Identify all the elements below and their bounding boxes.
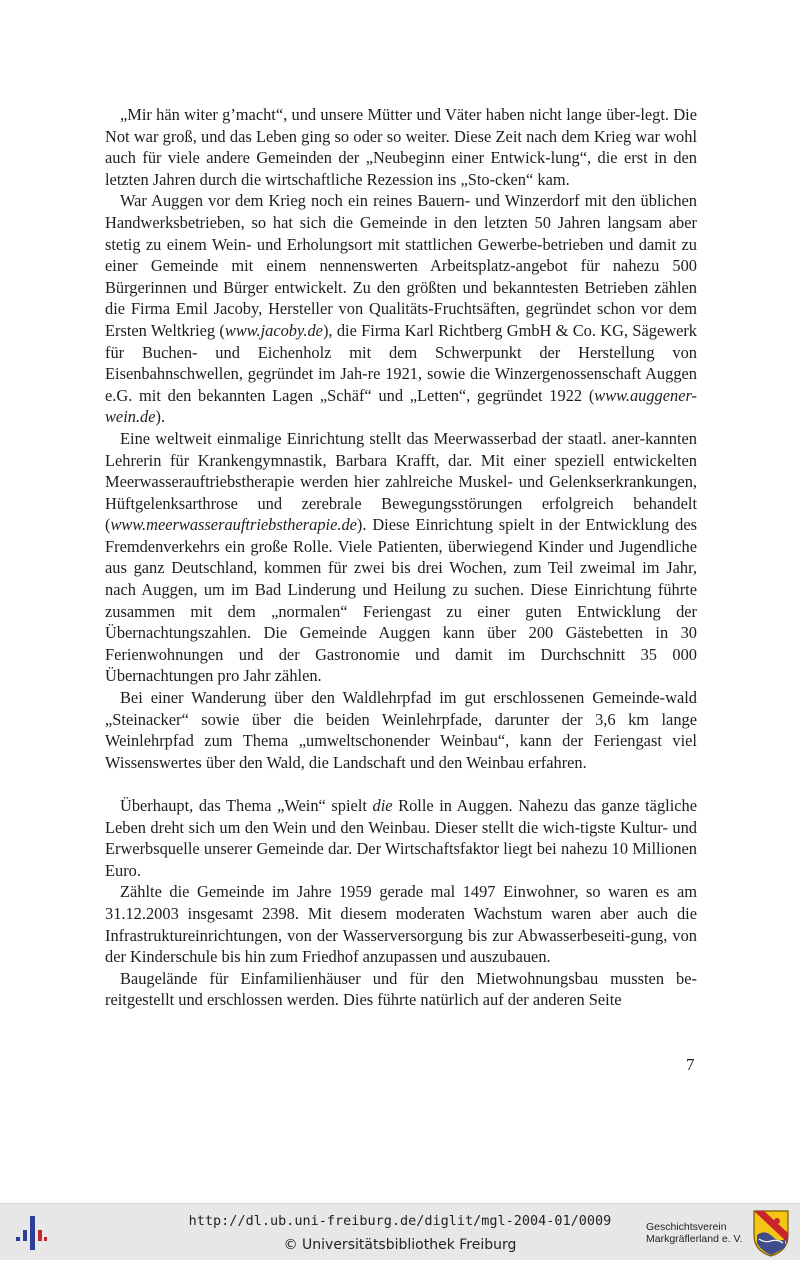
- paragraph: [105, 190, 697, 428]
- paragraph-text: Baugelände für Einfamilienhäuser und für den Mietwohnungsbau mussten be-reitgestellt und erschlossen werden. Dies führte natürlich auf der anderen Seite: [105, 968, 697, 1010]
- footer-org-name[interactable]: [646, 1221, 743, 1245]
- paragraph-text: Überhaupt, das Thema „Wein“ spielt: [120, 796, 373, 815]
- italic-text: www.auggener-wein.de: [105, 385, 697, 427]
- footer-url-link[interactable]: http://dl.ub.uni-freiburg.de/diglit/mgl-2004-01/0009: [188, 1213, 612, 1229]
- italic-text: die: [372, 796, 393, 815]
- footer-copyright: © Universitätsbibliothek Freiburg: [283, 1237, 517, 1253]
- paragraph: [105, 687, 697, 773]
- paragraph-text: ). Diese Einrichtung spielt in der Entwicklung des Fremdenverkehrs ein große Rolle. Viele Patienten, überwiegend Kinder und Jugendliche aus ganz Deutschland, kommen für zwei bis drei Wochen, zum Teil zweimal im Jahr, nach Auggen, um im Bad Linderung und Heilung zu suchen. Diese Einrichtung führte zusammen mit dem „normalen“ Feriengast zu einer guten Entwicklung der Übernachtungszahlen. Die Gemeinde Auggen kann über 200 Gästebetten in 30 Ferienwohnungen und der Gastronomie und damit im Durchschnitt 35 000 Übernachtungen pro Jahr zählen.: [105, 515, 697, 686]
- page-number: 7: [686, 1055, 695, 1074]
- paragraph-text: Zählte die Gemeinde im Jahre 1959 gerade mal 1497 Einwohner, so waren es am 31.12.2003 insgesamt 2398. Mit diesem moderaten Wachstum waren aber auch die Infrastruktureinrichtungen, von der Wasserversorgung bis zur Abwasserbeseiti-gung, von der Kinderschule bis hin zum Friedhof anzupassen und auszubauen.: [105, 882, 697, 967]
- paragraph-text: Eine weltweit einmalige Einrichtung stellt das Meerwasserbad der staatl. aner-kannten Lehrerin für Krankengymnastik, Barbara Krafft, dar. Mit einer speziell entwickelten Meerwasserauftriebstherapie werden hier zahlreiche Muskel- und Gelenkserkrankungen, Hüftgelenksarthrose und zerebrale Bewegungsstörungen erfolgreich behandelt (: [105, 428, 697, 535]
- paragraph-text: ), die Firma Karl Richtberg GmbH & Co. KG, Sägewerk für Buchen- und Eichenholz mit dem Schwerpunkt der Herstellung von Eisenbahnschwellen, gegründet im Jah-re 1921, sowie die Winzergenossenschaft Auggen e.G. mit den bekannten Lagen „Schäf“ und „Letten“, gegründet 1922 (: [105, 320, 698, 405]
- italic-text: www.jacoby.de: [224, 320, 323, 340]
- paragraph-text: ).: [155, 407, 166, 427]
- paragraph: [105, 881, 697, 967]
- paragraph: [105, 428, 697, 687]
- paragraph-text: War Auggen vor dem Krieg noch ein reines Bauern- und Winzerdorf mit den üblichen Handwerksbetrieben, so hat sich die Gemeinde in den letzten 50 Jahren langsam aber stetig zu einem Wein- und Erholungsort mit stattlichen Gewerbe-betrieben und damit zu einer Gemeinde mit einem nennenswerten Arbeitsplatz-angebot für nahezu 500 Bürgerinnen und Bürger entwickelt. Zu den größten und bekanntesten Betrieben zählen die Firma Emil Jacoby, Hersteller von Qualitäts-Fruchtsäften, gegründet schon vor dem Ersten Weltkrieg (: [105, 191, 697, 340]
- org-line-2: Markgräflerland e. V.: [646, 1233, 743, 1245]
- coat-of-arms-icon[interactable]: [751, 1209, 791, 1262]
- paragraph: [105, 795, 697, 881]
- paragraph: [105, 104, 697, 190]
- paragraph: [105, 968, 697, 1011]
- paragraph-text: „Mir hän witer g’macht“, und unsere Mütter und Väter haben nicht lange über-legt. Die Not war groß, und das Leben ging so oder so weiter. Diese Zeit nach dem Krieg war wohl auch für viele andere Gemeinden der „Neubeginn einer Entwick-lung“, die erst in den letzten Jahren durch die wirtschaftliche Rezession ins „Sto-cken“ kam.: [105, 105, 697, 189]
- paragraph-text: Rolle in Auggen. Nahezu das ganze tägliche Leben dreht sich um den Wein und den Weinbau. Dieser stellt die wich-tigste Kultur- und Erwerbsquelle unserer Gemeinde dar. Der Wirtschaftsfaktor liegt bei nahezu 10 Millionen Euro.: [105, 796, 697, 880]
- body-text: [105, 104, 697, 1011]
- paragraph-text: Bei einer Wanderung über den Waldlehrpfad im gut erschlossenen Gemeinde-wald „Steinacker“ sowie über die beiden Weinlehrpfade, darunter der 3,6 km lange Weinlehrpfad zum Thema „umweltschonender Weinbau“, kann der Feriengast viel Wissenswertes über den Wald, die Landschaft und den Weinbau erfahren.: [105, 688, 697, 772]
- org-line-1: Geschichtsverein: [646, 1221, 727, 1233]
- footer-bar: [0, 1203, 800, 1260]
- italic-text: www.meerwasserauftriebstherapie.de: [110, 515, 357, 535]
